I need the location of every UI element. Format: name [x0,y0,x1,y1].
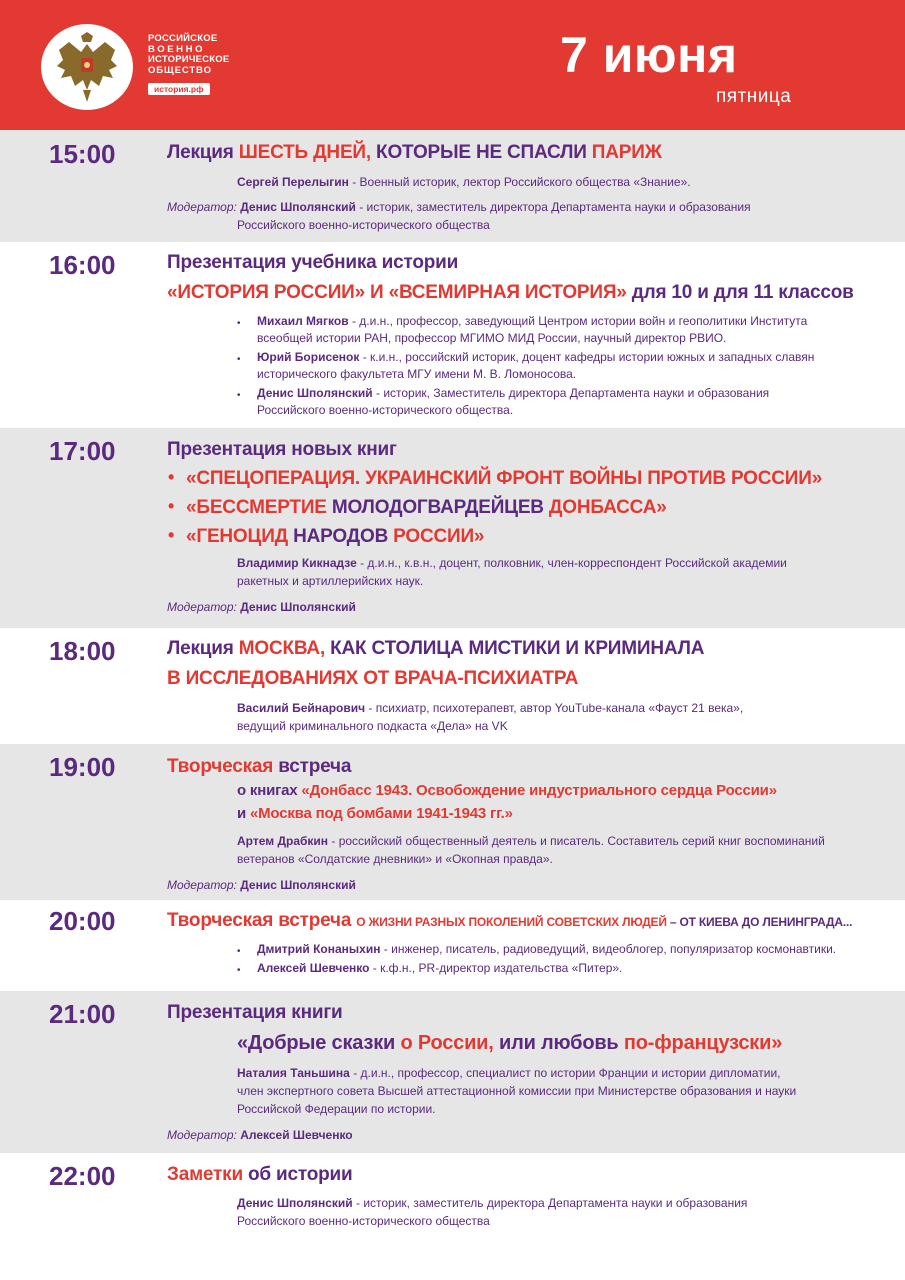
event-title [167,142,662,164]
title-part: «ИСТОРИЯ РОССИИ» И «ВСЕМИРНАЯ ИСТОРИЯ» [167,282,627,303]
header-banner [0,0,905,130]
book-line [237,805,513,822]
title-part: НАРОДОВ [287,526,394,547]
title-part: «БЕССМЕРТИЕ [186,497,327,518]
title-part: для 10 и для 11 классов [626,282,854,303]
title-part: «ГЕНОЦИД [186,526,288,547]
schedule-item [0,428,905,628]
event-time: 18:00 [49,636,116,666]
event-time: 17:00 [49,436,116,466]
event-time: 21:00 [49,999,116,1029]
moderator-line [167,1127,353,1145]
org-name [148,34,229,76]
speaker-desc: ведущий криминального подкаста «Дела» на VK [237,719,508,733]
bullet-icon: • [237,965,241,976]
speaker-line [237,833,825,851]
bullet-icon: • [168,467,175,487]
book-title [186,526,484,548]
speaker-desc: - д.и.н., профессор, заведующий Центром истории войн и геополитики Института [348,314,808,328]
moderator-line [167,877,356,895]
speaker-desc: Российского военно-исторического общества. [257,403,514,417]
speaker-desc: - к.ф.н., PR-директор издательства «Питер». [369,961,623,975]
org-line: ИСТОРИЧЕСКОЕ [148,54,230,65]
event-time: 16:00 [49,250,116,280]
event-title: Презентация новых книг [167,439,397,460]
event-title [167,1164,353,1186]
title-part: об истории [242,1164,353,1185]
speaker-desc: - российский общественный деятель и писатель. Составитель серий книг воспоминаний [328,834,825,848]
speaker-desc: член экспертного совета Высшей аттестационной комиссии при Министерстве образования и науки [237,1084,797,1098]
speaker-line [237,1195,747,1213]
speaker-desc: - к.и.н., российский историк, доцент кафедры истории южных и западных славян [359,350,815,364]
speaker-desc: ветеранов «Солдатские дневники» и «Окопная правда». [237,852,553,866]
speaker-name: Михаил Мягков [257,314,349,328]
speaker-name: Наталия Таньшина [237,1066,350,1080]
title-part: ПАРИЖ [591,142,662,163]
title-part: РОССИИ» [730,468,823,489]
title-part: Творческая [167,756,274,777]
speaker-line [237,700,743,718]
speaker-desc: - Военный историк, лектор Российского общества «Знание». [348,175,691,189]
moderator-desc: - историк, заместитель директора Департамента науки и образования [355,200,751,214]
title-part: встреча [273,756,352,777]
title-part: и [237,805,250,822]
speaker-name: Денис Шполянский [257,386,373,400]
moderator-label: Модератор: [167,600,237,614]
moderator-line [167,599,356,617]
title-part: или любовь [493,1032,624,1054]
title-part: «СПЕЦОПЕРАЦИЯ. УКРАИНСКИЙ ФРОНТ ВОЙНЫ ПРОТИВ [186,468,731,489]
book-title [237,1032,782,1055]
schedule-item [0,242,905,428]
title-part: РОССИИ» [393,526,485,547]
speaker-name: Владимир Кикнадзе [237,556,357,570]
moderator-name: Денис Шполянский [236,878,356,892]
event-time: 22:00 [49,1161,116,1191]
moderator-label: Модератор: [167,1128,237,1142]
speaker-desc: ракетных и артиллерийских наук. [237,574,424,588]
title-part: Творческая [167,910,274,931]
event-time: 20:00 [49,906,116,936]
schedule-item [0,991,905,1153]
title-part: О ЖИЗНИ РАЗНЫХ ПОКОЛЕНИЙ СОВЕТСКИХ ЛЮДЕЙ [356,915,667,929]
bullet-icon: • [168,525,175,545]
schedule-item [0,744,905,900]
event-title: Презентация книги [167,1002,343,1023]
title-part: Заметки [167,1164,243,1185]
title-part: Лекция [167,142,239,163]
speaker-line [257,349,814,367]
event-time: 15:00 [49,139,116,169]
bullet-icon: • [237,318,241,329]
title-part: о книгах [237,782,302,799]
speaker-line [237,1065,781,1083]
speaker-desc: Российского военно-исторического общества [237,1214,490,1228]
org-line: ОБЩЕСТВО [148,64,212,76]
speaker-desc: - инженер, писатель, радиоведущий, видеоблогер, популяризатор космонавтики. [380,942,837,956]
speaker-desc: всеобщей истории РАН, профессор МГИМО МИД России, научный директор РВИО. [257,331,727,345]
title-part: Лекция [167,638,239,659]
speaker-desc: - историк, Заместитель директора Департамента науки и образования [372,386,770,400]
bullet-icon: • [237,354,241,365]
title-part: о России, [400,1032,494,1054]
title-part: ШЕСТЬ ДНЕЙ, [238,142,371,163]
title-part: «Добрые сказки [237,1032,401,1054]
speaker-desc: - д.и.н., к.в.н., доцент, полковник, член-корреспондент Российской академии [356,556,787,570]
speaker-name: Артем Драбкин [237,834,329,848]
speaker-desc: - историк, заместитель директора Департамента науки и образования [352,1196,748,1210]
org-line: РОССИЙСКОЕ [148,33,218,44]
event-subtitle [167,282,854,304]
speaker-line [257,960,622,978]
speaker-desc: - д.и.н., профессор, специалист по истории Франции и истории дипломатии, [349,1066,781,1080]
double-headed-eagle-icon [55,30,119,104]
event-title [167,756,351,778]
bullet-icon: • [237,946,241,957]
moderator-label: Модератор: [167,878,237,892]
event-title-line2: В ИССЛЕДОВАНИЯХ ОТ ВРАЧА-ПСИХИАТРА [167,668,579,689]
book-title [186,468,822,490]
speaker-line [237,555,787,573]
moderator-name: Денис Шполянский [236,200,356,214]
title-part: ДОНБАССА» [548,497,667,518]
speaker-name: Сергей Перелыгин [237,175,349,189]
speaker-name: Дмитрий Конаныхин [257,942,381,956]
site-badge[interactable]: история.рф [148,83,210,95]
title-part: – ОТ КИЕВА ДО ЛЕНИНГРАДА... [666,915,853,929]
moderator-name: Алексей Шевченко [236,1128,353,1142]
speaker-line [257,313,807,331]
schedule-item [0,900,905,991]
bullet-icon: • [237,390,241,401]
logo-emblem [41,24,133,110]
book-line [237,782,777,799]
speaker-name: Василий Бейнарович [237,701,366,715]
event-time: 19:00 [49,752,116,782]
moderator-label: Модератор: [167,200,237,214]
event-title [167,638,704,660]
speaker-line [257,385,769,403]
title-part: КАК СТОЛИЦА МИСТИКИ И КРИМИНАЛА [325,638,705,659]
event-weekday: пятница [716,86,792,107]
speaker-desc: Российской Федерации по истории. [237,1102,436,1116]
event-title: Презентация учебника истории [167,252,459,273]
speaker-line [237,174,691,192]
speaker-desc: - психиатр, психотерапевт, автор YouTube-канала «Фауст 21 века», [365,701,744,715]
event-title [167,910,852,932]
org-line: ВОЕННО [148,43,206,55]
speaker-line [257,941,836,959]
title-part: КОТОРЫЕ НЕ СПАСЛИ [370,142,592,163]
speaker-name: Юрий Борисенок [257,350,360,364]
moderator-name: Денис Шполянский [236,600,356,614]
speaker-name: Денис Шполянский [237,1196,353,1210]
title-part: МОСКВА, [238,638,326,659]
speaker-desc: исторического факультета МГУ имени М. В. Ломоносова. [257,367,577,381]
event-date: 7 июня [560,27,738,83]
schedule-item [0,130,905,242]
bullet-icon: • [168,496,175,516]
schedule-item [0,1153,905,1280]
book-title: «Москва под бомбами 1941-1943 гг.» [250,805,513,822]
book-title [186,497,667,519]
title-part: встреча [273,910,357,931]
speaker-name: Алексей Шевченко [257,961,370,975]
title-part: МОЛОДОГВАРДЕЙЦЕВ [326,497,549,518]
moderator-line [167,199,751,217]
title-part: по-французски» [623,1032,783,1054]
schedule-item [0,628,905,744]
moderator-desc: Российского военно-исторического общества [237,218,490,232]
book-title: «Донбасс 1943. Освобождение индустриального сердца России» [301,782,777,799]
